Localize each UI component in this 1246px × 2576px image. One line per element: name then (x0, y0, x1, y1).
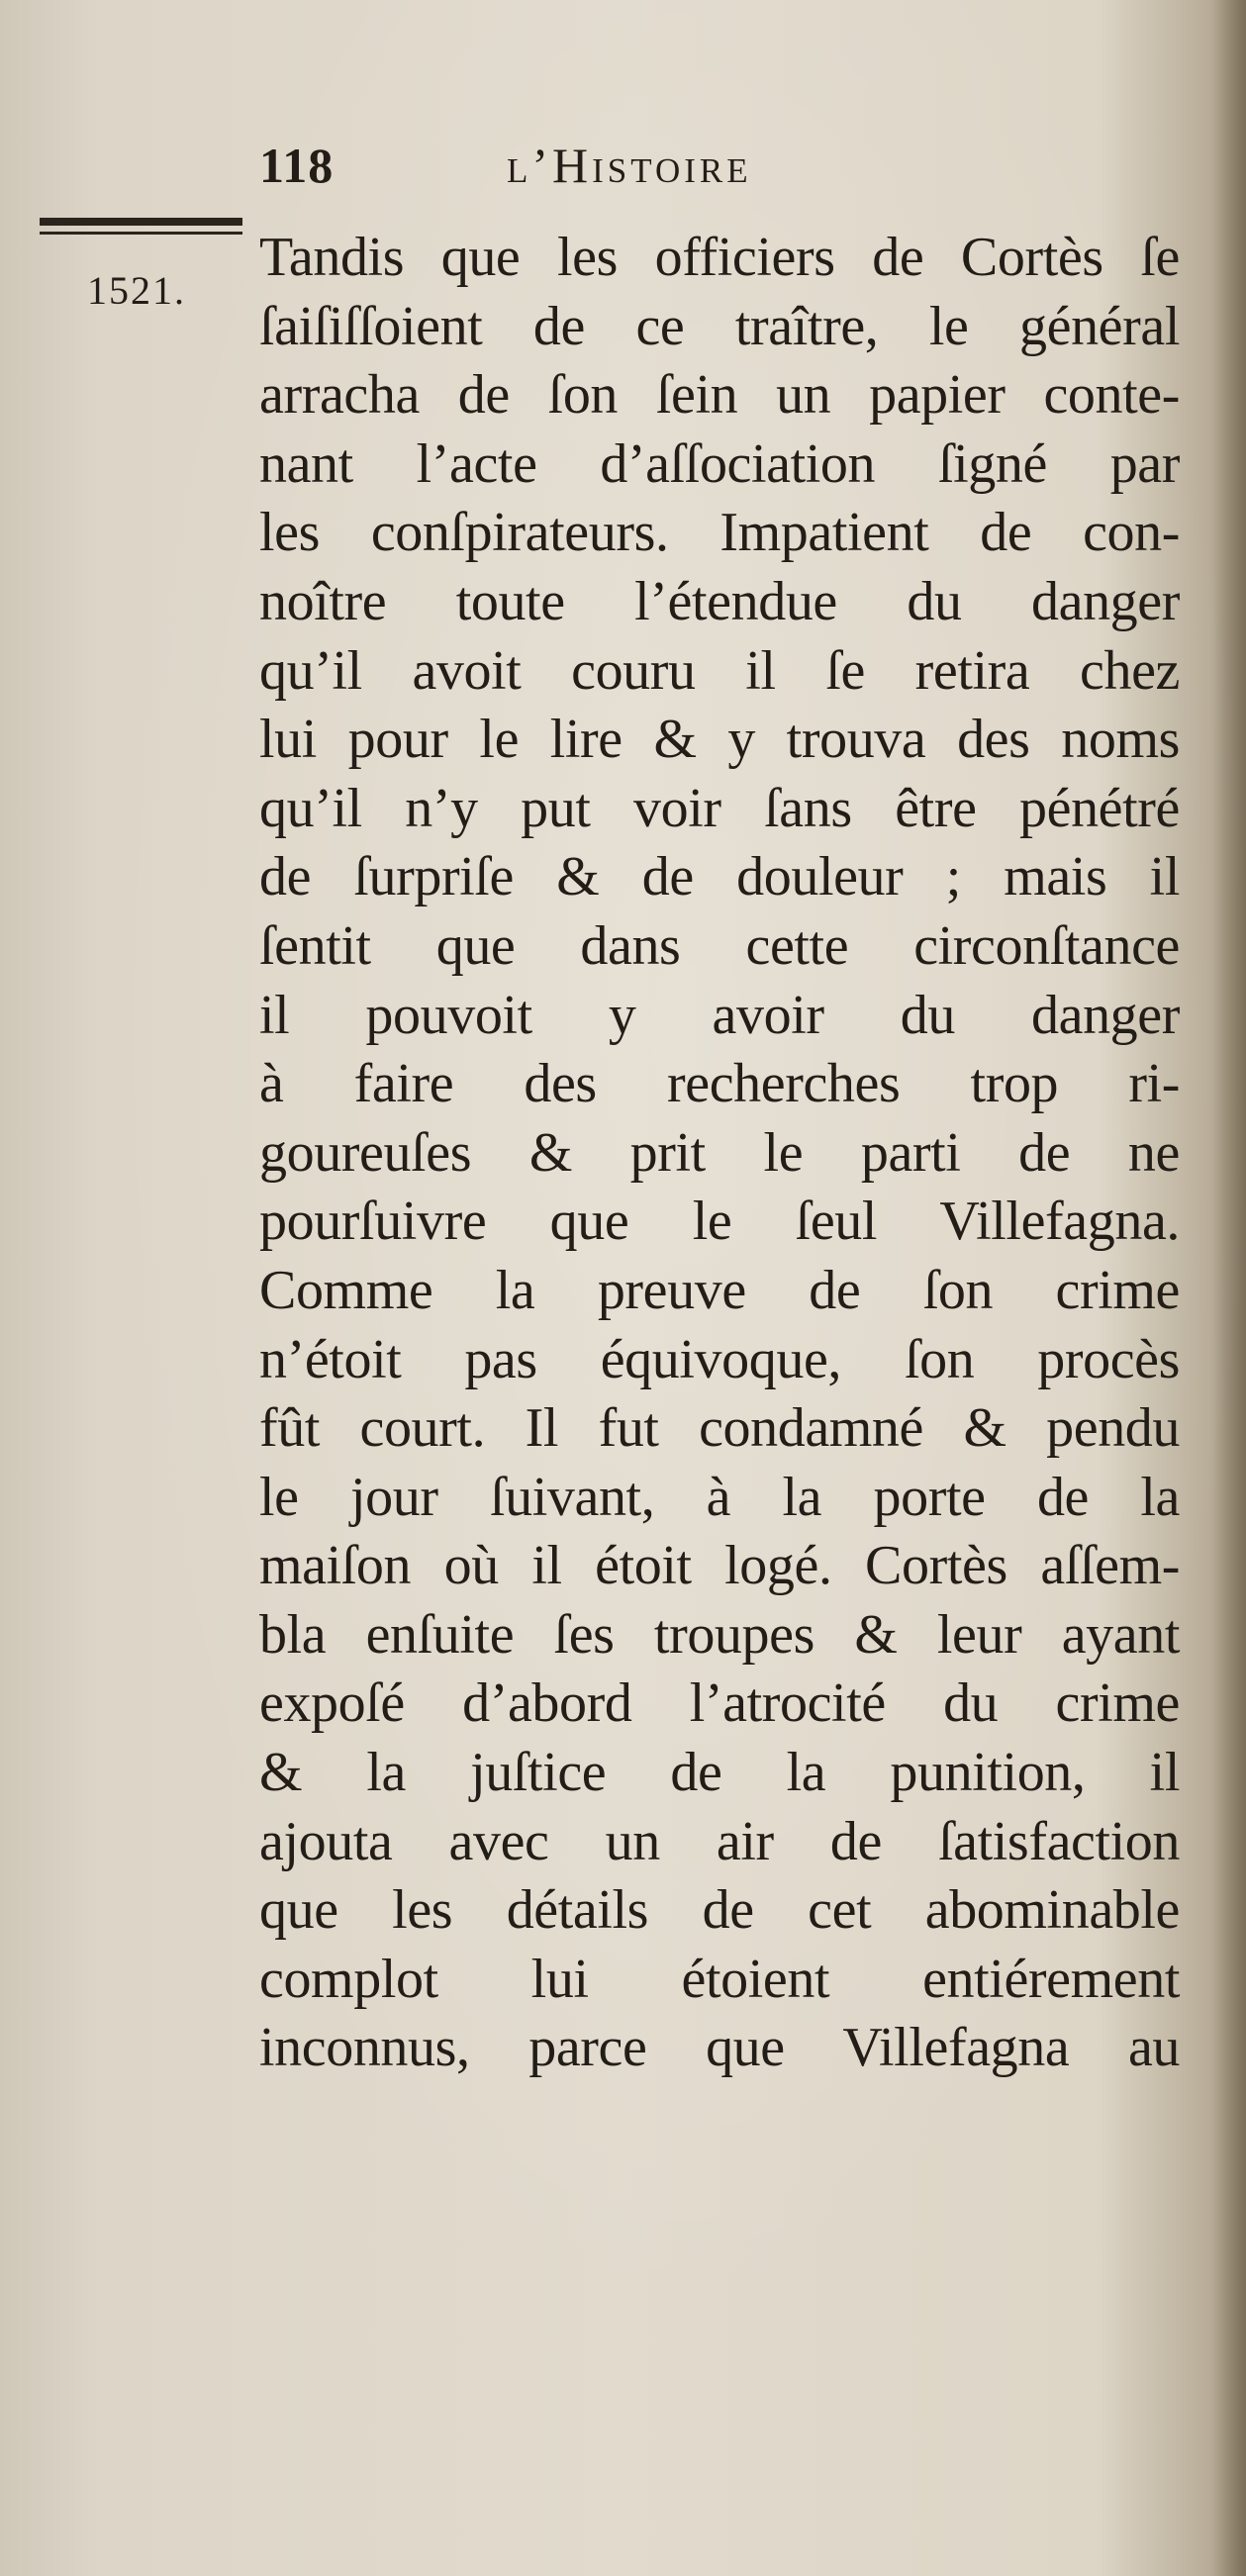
text-line: arracha de ſon ſein un papier conte- (259, 364, 1180, 427)
text-line: pourſuivre que le ſeul Villefagna. (259, 1191, 1180, 1253)
text-line: goureuſes & prit le parti de ne (259, 1121, 1180, 1184)
text-line: & la juſtice de la punition, il (259, 1742, 1180, 1804)
header-rule (40, 218, 242, 226)
text-line: qu’il avoit couru il ſe retira chez (259, 639, 1180, 702)
text-line: maiſon où il étoit logé. Cortès aſſem- (259, 1535, 1180, 1597)
text-line: ſaiſiſſoient de ce traître, le général (259, 295, 1180, 357)
text-line: ſentit que dans cette circonſtance (259, 914, 1180, 977)
page-edge-shadow (1212, 0, 1246, 2576)
text-line: qu’il n’y put voir ſans être pénétré (259, 777, 1180, 839)
page-header (259, 137, 952, 206)
body-text (259, 224, 1180, 2083)
text-line: expoſé d’abord l’atrocité du crime (259, 1672, 1180, 1735)
text-line: Tandis que les officiers de Cortès ſe (259, 227, 1180, 288)
text-line: complot lui étoient entiérement (259, 1948, 1180, 2010)
text-line: à faire des recherches trop ri- (259, 1053, 1180, 1115)
text-line: ajouta avec un air de ſatisfaction (259, 1810, 1180, 1872)
text-line: fût court. Il fut condamné & pendu (259, 1397, 1180, 1460)
text-line: inconnus, parce que Villefagna au (259, 2017, 1180, 2079)
text-line: les conſpirateurs. Impatient de con- (259, 502, 1180, 564)
text-line: noître toute l’étendue du danger (259, 570, 1180, 632)
header-rule-thin (40, 232, 242, 235)
text-line: nant l’acte d’aſſociation ſigné par (259, 432, 1180, 495)
text-line: de ſurpriſe & de douleur ; mais il (259, 846, 1180, 908)
text-line: il pouvoit y avoir du danger (259, 984, 1180, 1046)
margin-year: 1521. (87, 268, 186, 313)
text-line: bla enſuite ſes troupes & leur ayant (259, 1603, 1180, 1666)
text-line: n’étoit pas équivoque, ſon procès (259, 1328, 1180, 1390)
text-line: que les détails de cet abominable (259, 1879, 1180, 1942)
page-number: 118 (259, 138, 335, 193)
text-line: lui pour le lire & y trouva des noms (259, 709, 1180, 771)
running-title: l’Histoire (507, 138, 752, 193)
text-line: Comme la preuve de ſon crime (259, 1259, 1180, 1321)
text-line: le jour ſuivant, à la porte de la (259, 1466, 1180, 1528)
